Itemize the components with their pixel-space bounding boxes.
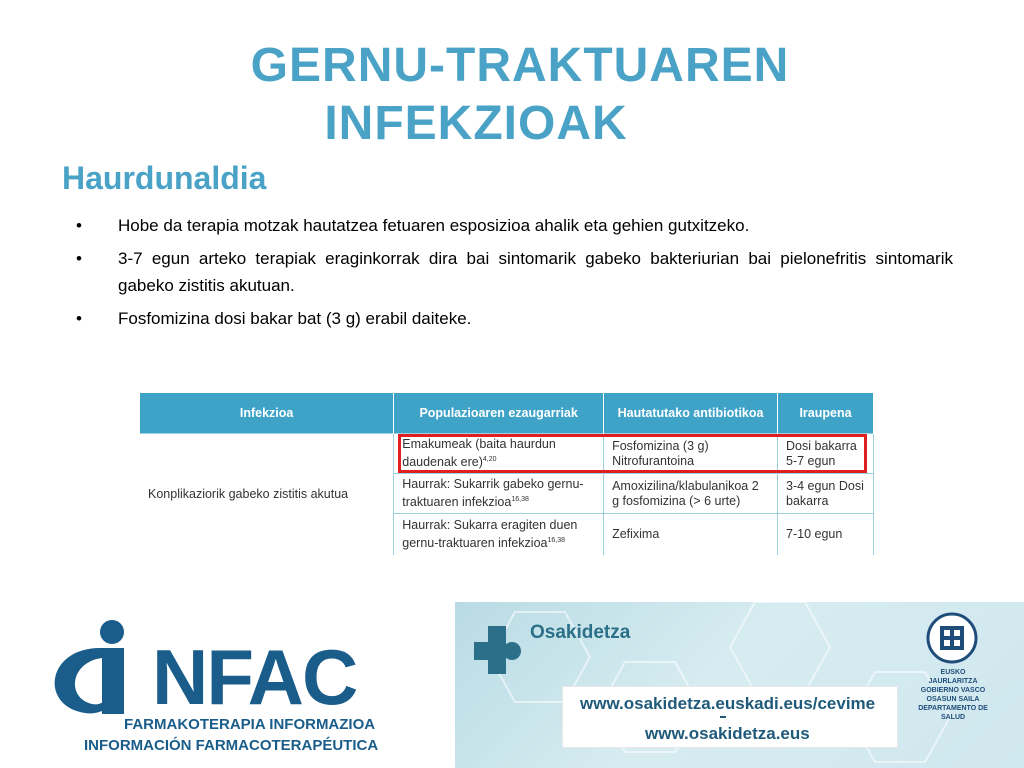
infac-tagline-spanish: INFORMACIÓN FARMACOTERAPÉUTICA [84,737,379,754]
basque-government-emblem-icon [922,610,982,666]
url-cevime-link[interactable]: www.osakidetza.euskadi.eus/cevime [580,694,876,713]
url-separator [720,716,726,718]
table-header-row [140,393,874,434]
treatment-table [140,393,874,555]
infac-tagline-basque: FARMAKOTERAPIA INFORMAZIOA [124,716,376,733]
treatment-table-container [140,393,874,555]
antibiotic-cell: Amoxizilina/klabulanikoa 2 g fosfomizina (> 6 urte) [604,474,778,514]
infac-logo [40,612,380,762]
header-population: Populazioaren ezaugarriak [394,393,604,434]
bullet-item: • Hobe da terapia motzak hautatzea fetuaren esposizioa ahalik eta gehien gutxitzeko. [76,212,953,239]
highlight-box [398,434,867,473]
bullet-item: • Fosfomizina dosi bakar bat (3 g) erabil daiteke. [76,305,953,332]
header-duration: Iraupena [778,393,874,434]
population-cell: Emakumeak (baita haurdun daudenak ere)$^{4,20}$ [394,434,604,474]
infac-logo-word: NFAC [152,633,357,721]
url-osakidetza-link[interactable]: www.osakidetza.eus [645,724,810,743]
duration-cell: Dosi bakarra 5-7 egun [778,434,874,474]
antibiotic-cell: Fosfomizina (3 g) Nitrofurantoina [604,434,778,474]
infection-cell: Konplikaziorik gabeko zistitis akutua [140,434,394,556]
population-cell: Haurrak: Sukarrik gabeko gernu-traktuaren infekzioa$^{16,38}$ [394,474,604,514]
slide-title-line1: GERNU-TRAKTUAREN [250,39,790,92]
duration-cell: 7-10 egun [778,514,874,555]
slide-subtitle: Haurdunaldia [62,160,267,196]
duration-cell: 3-4 egun Dosi bakarra [778,474,874,514]
bullet-item: • 3-7 egun arteko terapiak eraginkorrak dira bai sintomarik gabeko bakteriurian bai pielonefritis sintomarik gabeko zistitis akutuan. [76,245,953,299]
header-infection: Infekzioa [140,393,394,434]
osakidetza-cross-icon [470,622,526,678]
government-label: EUSKO JAURLARITZA GOBIERNO VASCO OSASUN SAILA DEPARTAMENTO DE SALUD [918,669,988,721]
osakidetza-brand: Osakidetza [530,622,631,643]
antibiotic-cell: Zefixima [604,514,778,555]
population-cell: Haurrak: Sukarra eragiten duen gernu-traktuaren infekzioa$^{16,38}$ [394,514,604,555]
slide-title-line2: INFEKZIOAK [324,97,628,150]
header-antibiotic: Hautatutako antibiotikoa [604,393,778,434]
bullet-list [76,212,953,338]
infac-i-icon [40,612,160,722]
